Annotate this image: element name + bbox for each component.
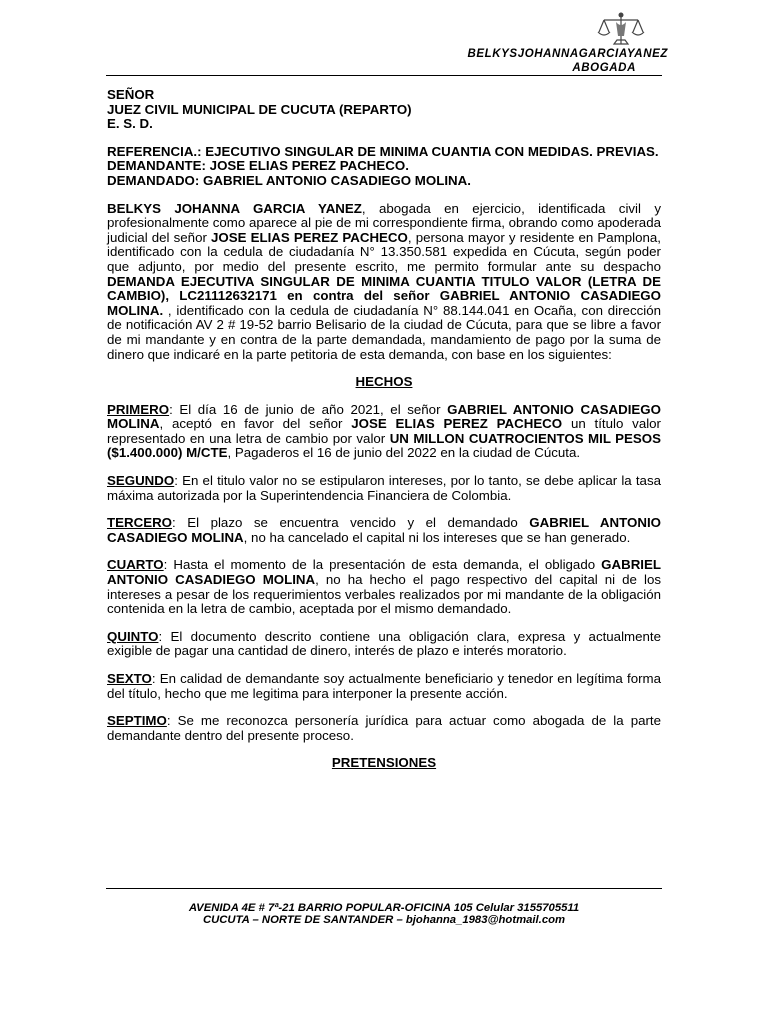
fact-septimo: SEPTIMO: Se me reconozca personería jurídica para actuar como abogada de la parte demandante dentro del presente proceso. [107, 713, 661, 743]
footer-divider [106, 888, 662, 889]
intro-paragraph: BELKYS JOHANNA GARCIA YANEZ, abogada en ejercicio, identificada civil y profesionalmente como aparece al pie de mi correspondiente firma, obrando como apoderada judicial del señor JOSE ELIAS PEREZ PACHECO, persona mayor y residente en Pamplona, identificado con la cedula de ciudadanía N° 13.350.581 expedida en Cúcuta, según poder que adjunto, por medio del presente escrito, me permito formular ante su despacho DEMANDA EJECUTIVA SINGULAR DE MINIMA CUANTIA TITULO VALOR (LETRA DE CAMBIO), LC21112632171 en contra del señor GABRIEL ANTONIO CASADIEGO MOLINA. , identificado con la cedula de ciudadanía N° 88.144.041 en Ocaña, con dirección de notificación AV 2 # 19-52 barrio Belisario de la ciudad de Cúcuta, para que se libre a favor de mi mandante y en contra de la parte demandada, mandamiento de pago por la suma de dinero que indicaré en la parte petitoria de esta demanda, con base en los siguientes: [107, 200, 661, 362]
reference-block [107, 145, 661, 189]
section-title-pretensiones: PRETENSIONES [331, 755, 437, 771]
fact-quinto: QUINTO: El documento descrito contiene una obligación clara, expresa y actualmente exigible de pagar una cantidad de dinero, interés de plazo e interés moratorio. [107, 628, 661, 659]
plaintiff-line: DEMANDANTE: JOSE ELIAS PEREZ PACHECO. [107, 158, 409, 174]
addressee-block [107, 88, 661, 132]
fact-segundo: SEGUNDO: En el titulo valor no se estipularon intereses, por lo tanto, se debe aplicar la tasa máxima autorizada por la Superintendencia Financiera de Colombia. [107, 473, 661, 503]
lawyer-name: BELKYS JOHANNA GARCIA YANEZ [107, 200, 362, 216]
addressee-line-2: JUEZ CIVIL MUNICIPAL DE CUCUTA (REPARTO) [107, 101, 412, 117]
header-divider [106, 75, 662, 76]
reference-line: REFERENCIA.: EJECUTIVO SINGULAR DE MINIMA CUANTIA CON MEDIDAS. PREVIAS. [107, 143, 659, 159]
fact-primero: PRIMERO: El día 16 de junio de año 2021, el señor GABRIEL ANTONIO CASADIEGO MOLINA, aceptó en favor del señor JOSE ELIAS PEREZ PACHECO un título valor representado en una letra de cambio por valor UN MILLON CUATROCIENTOS MIL PESOS ($1.400.000) M/CTE, Pagaderos el 16 de junio del 2022 en la ciudad de Cúcuta. [107, 401, 661, 461]
footer-contact: CUCUTA – NORTE DE SANTANDER – bjohanna_1983@hotmail.com [202, 914, 566, 926]
fact-tercero: TERCERO: El plazo se encuentra vencido y el demandado GABRIEL ANTONIO CASADIEGO MOLINA, no ha cancelado el capital ni los intereses que se han generado. [107, 515, 661, 545]
document-body [107, 88, 661, 784]
fact-sexto: SEXTO: En calidad de demandante soy actualmente beneficiario y tenedor en legítima forma del título, hecho que me legitima para interponer la presente acción. [107, 671, 661, 701]
fact-cuarto: CUARTO: Hasta el momento de la presentación de esta demanda, el obligado GABRIEL ANTONIO CASADIEGO MOLINA, no ha hecho el pago respectivo del capital ni de los intereses a pesar de los requerimientos verbales realizados por mi mandante de la obligación contenida en la letra de cambio, aceptada por el mismo demandado. [107, 557, 661, 617]
defendant-line: DEMANDADO: GABRIEL ANTONIO CASADIEGO MOLINA. [107, 172, 471, 188]
addressee-line-3: E. S. D. [107, 116, 153, 132]
justice-scales-logo [596, 10, 646, 50]
lawyer-name-header: BELKYSJOHANNAGARCIAYANEZ [467, 48, 668, 60]
addressee-line-1: SEÑOR [107, 87, 155, 102]
lawyer-title-header: ABOGADA [572, 62, 636, 74]
footer-address: AVENIDA 4E # 7ª-21 BARRIO POPULAR-OFICINA 105 Celular 3155705511 [188, 902, 580, 914]
section-title-hechos: HECHOS [355, 374, 413, 390]
